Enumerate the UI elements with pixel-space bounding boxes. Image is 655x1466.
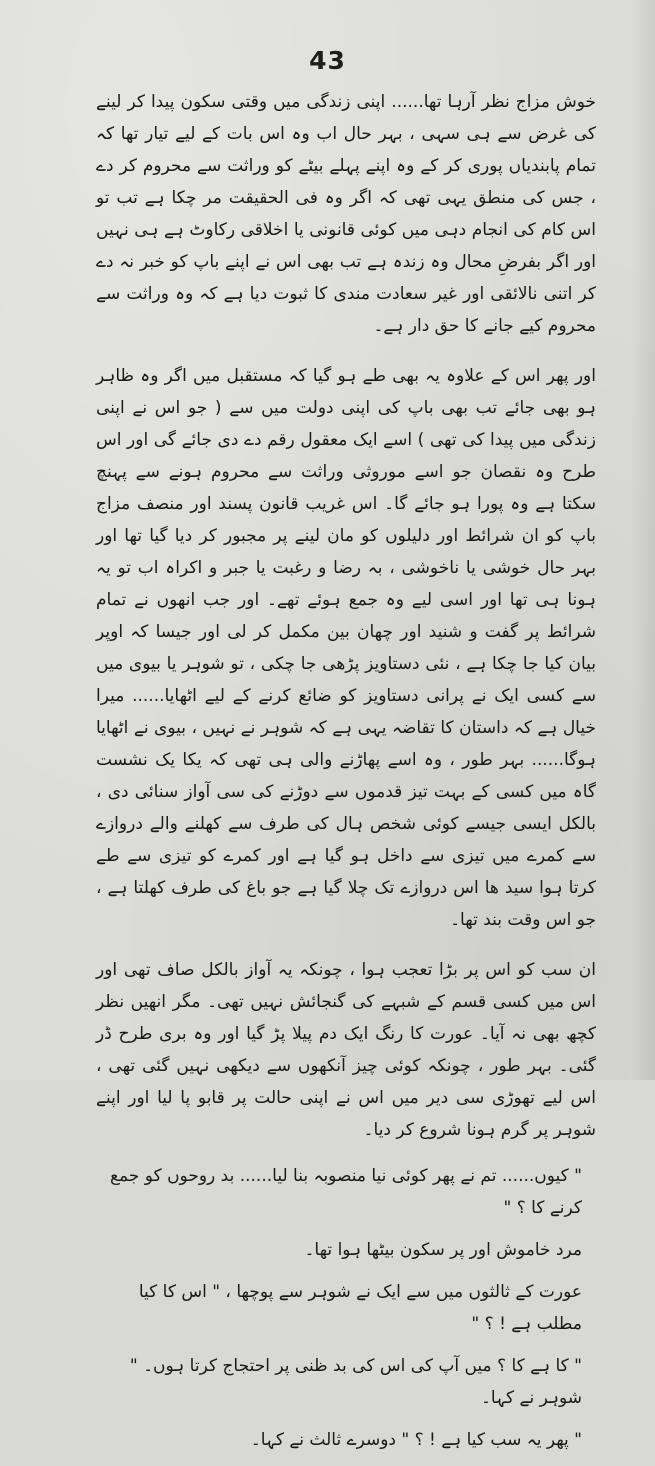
dialogue-line: مرد خاموش اور پر سکون بیٹھا ہوا تھا۔: [304, 1240, 582, 1260]
paragraph: اور پھر اس کے علاوہ یہ بھی طے ہو گیا کہ مستقبل میں اگر وہ ظاہر ہو بھی جائے تب بھی باپ کی اپنی دولت میں سے ( جو اس نے اپنی زندگی میں پیدا کی تھی ) اسے ایک معقول رقم دے دی جائے گی اور اس طرح وہ نقصان جو اسے موروثی وراثت سے محروم ہونے سے پہنچ سکتا ہے وہ پورا ہو جائے گا۔ اس غریب قانون پسند اور منصف مزاج باپ کو ان شرائط اور دلیلوں کو مان لینے پر مجبور کر دیا گیا تھا اور بہر حال خوشی یا ناخوشی ، بہ رضا و رغبت یا جبر و اکراہ اب تو یہ ہونا ہی تھا اور اسی لیے وہ جمع ہوئے تھے۔ اور جب انھوں نے تمام شرائط پر گفت و شنید اور چھان بین مکمل کر لی اور جیسا کہ اوپر بیان کیا جا چکا ہے ، نئی دستاویز پڑھی جا چکی ، تو شوہر یا بیوی میں سے کسی ایک نے پرانی دستاویز کو ضائع کرنے کے لیے اٹھایا...... میرا خیال ہے کہ داستان کا تقاضہ یہی ہے کہ شوہر نے نہیں ، بیوی نے اٹھایا ہوگا...... بہر طور ، وہ اسے پھاڑنے والی ہی تھی کہ یکا یک نشست گاہ میں کسی کے بہت تیز قدموں سے دوڑنے کی سی آواز سنائی دی ، بالکل ایسی جیسے کوئی شخص ہال کی طرف سے کھلنے والے دروازے سے کمرے میں تیزی سے داخل ہو گیا ہے اور کمرے کو تیزی سے طے کرتا ہوا سید ھا اس دروازے تک چلا گیا ہے جو باغ کی طرف کھلتا ہے ، جو اس وقت بند تھا۔: [96, 366, 596, 930]
dialogue-line: " کا ہے کا ؟ میں آپ کی اس کی بد ظنی پر احتجاج کرتا ہوں۔ " شوہر نے کہا۔: [129, 1356, 582, 1408]
paragraph: خوش مزاج نظر آرہا تھا...... اپنی زندگی میں وقتی سکون پیدا کر لینے کی غرض سے ہی سہی ، بہر حال اب وہ اس بات کے لیے تیار تھا کہ تمام پابندیاں پوری کر کے وہ اپنے پہلے بیٹے کو وراثت سے محروم کر دے ، جس کی منطق یہی تھی کہ اگر وہ فی الحقیقت مر چکا ہے تب تو اس کام کی انجام دہی میں کوئی قانونی یا اخلاقی رکاوٹ ہے ہی نہیں اور اگر بفرضِ محال وہ زندہ ہے تب بھی اس نے اپنے باپ کو خبر نہ دے کر اتنی نالائقی اور غیر سعادت مندی کا ثبوت دیا ہے کہ وہ وراثت سے محروم کیے جانے کا حق دار ہے۔: [96, 92, 596, 336]
paragraph: ان سب کو اس پر بڑا تعجب ہوا ، چونکہ یہ آواز بالکل صاف تھی اور اس میں کسی قسم کے شبہے کی گنجائش نہیں تھی۔ مگر انھیں نظر کچھ بھی نہ آیا۔ عورت کا رنگ ایک دم پیلا پڑ گیا اور وہ بری طرح ڈر گئی۔ بہر طور ، چونکہ کوئی چیز آنکھوں سے دیکھی نہیں گئی تھی ، اس لیے تھوڑی سی دیر میں اس نے اپنی حالت پر قابو پا لیا اور اپنے شوہر پر گرم ہونا شروع کر دیا۔: [96, 960, 596, 1140]
dialogue-line: " کیوں...... تم نے پھر کوئی نیا منصوبہ بنا لیا...... بد روحوں کو جمع کرنے کا ؟ ": [110, 1166, 582, 1218]
dialogue-line: عورت کے ثالثوں میں سے ایک نے شوہر سے پوچھا ، " اس کا کیا مطلب ہے ! ؟ ": [138, 1282, 582, 1334]
page-edge-shadow: [631, 0, 655, 1080]
page-number: 43: [309, 46, 346, 75]
body-text: [96, 86, 596, 1466]
dialogue-line: " پھر یہ سب کیا ہے ! ؟ " دوسرے ثالث نے کہا۔: [250, 1430, 582, 1450]
